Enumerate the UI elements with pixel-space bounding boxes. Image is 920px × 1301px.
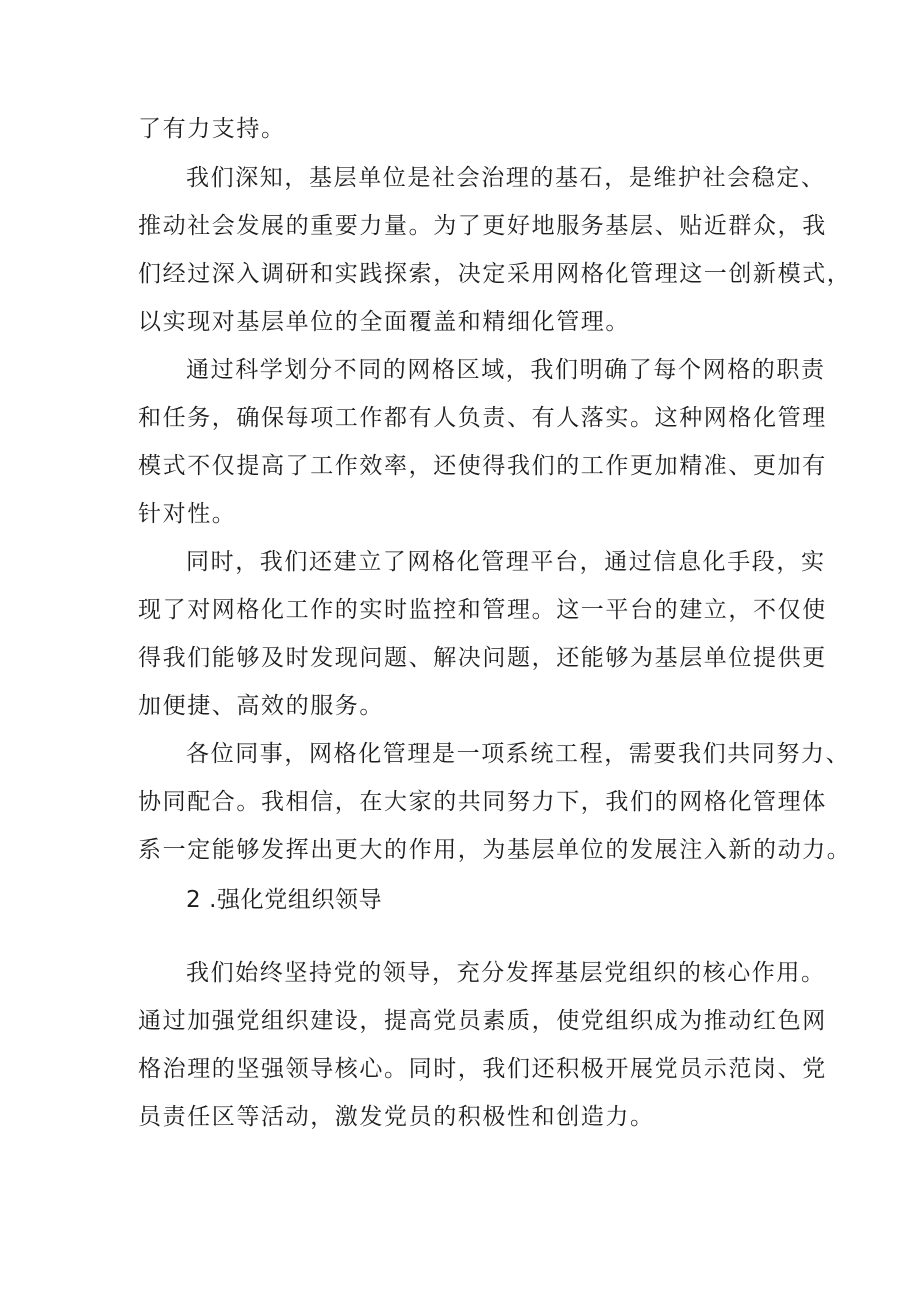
paragraph-line: 针对性。 xyxy=(138,501,237,527)
paragraph-line: 模式不仅提高了工作效率，还使得我们的工作更加精准、更加有 xyxy=(138,453,827,479)
paragraph-line: 推动社会发展的重要力量。为了更好地服务基层、贴近群众，我 xyxy=(138,213,827,239)
paragraph-line: 了有力支持。 xyxy=(138,116,286,142)
paragraph-line: 系一定能够发挥出更大的作用，为基层单位的发展注入新的动力。 xyxy=(138,837,852,863)
paragraph-line: 协同配合。我相信，在大家的共同努力下，我们的网格化管理体 xyxy=(138,789,827,815)
paragraph-line: 们经过深入调研和实践探索，决定采用网格化管理这一创新模式， xyxy=(138,261,852,287)
paragraph-line: 各位同事，网格化管理是一项系统工程，需要我们共同努力、 xyxy=(186,741,851,767)
paragraph-line: 和任务，确保每项工作都有人负责、有人落实。这种网格化管理 xyxy=(138,405,827,431)
paragraph-line: 我们始终坚持党的领导，充分发挥基层党组织的核心作用。 xyxy=(186,960,826,986)
paragraph-line: 我们深知，基层单位是社会治理的基石，是维护社会稳定、 xyxy=(186,165,826,191)
section-heading: 2 .强化党组织领导 xyxy=(186,887,383,913)
paragraph-line: 以实现对基层单位的全面覆盖和精细化管理。 xyxy=(138,309,630,335)
paragraph-line: 通过加强党组织建设，提高党员素质，使党组织成为推动红色网 xyxy=(138,1008,827,1034)
paragraph-line: 得我们能够及时发现问题、解决问题，还能够为基层单位提供更 xyxy=(138,645,827,671)
paragraph-line: 现了对网格化工作的实时监控和管理。这一平台的建立，不仅使 xyxy=(138,597,827,623)
paragraph-line: 格治理的坚强领导核心。同时，我们还积极开展党员示范岗、党 xyxy=(138,1056,827,1082)
paragraph-line: 加便捷、高效的服务。 xyxy=(138,693,384,719)
paragraph-line: 同时，我们还建立了网格化管理平台，通过信息化手段，实 xyxy=(186,549,826,575)
paragraph-line: 通过科学划分不同的网格区域，我们明确了每个网格的职责 xyxy=(186,357,826,383)
paragraph-line: 员责任区等活动，激发党员的积极性和创造力。 xyxy=(138,1104,655,1130)
